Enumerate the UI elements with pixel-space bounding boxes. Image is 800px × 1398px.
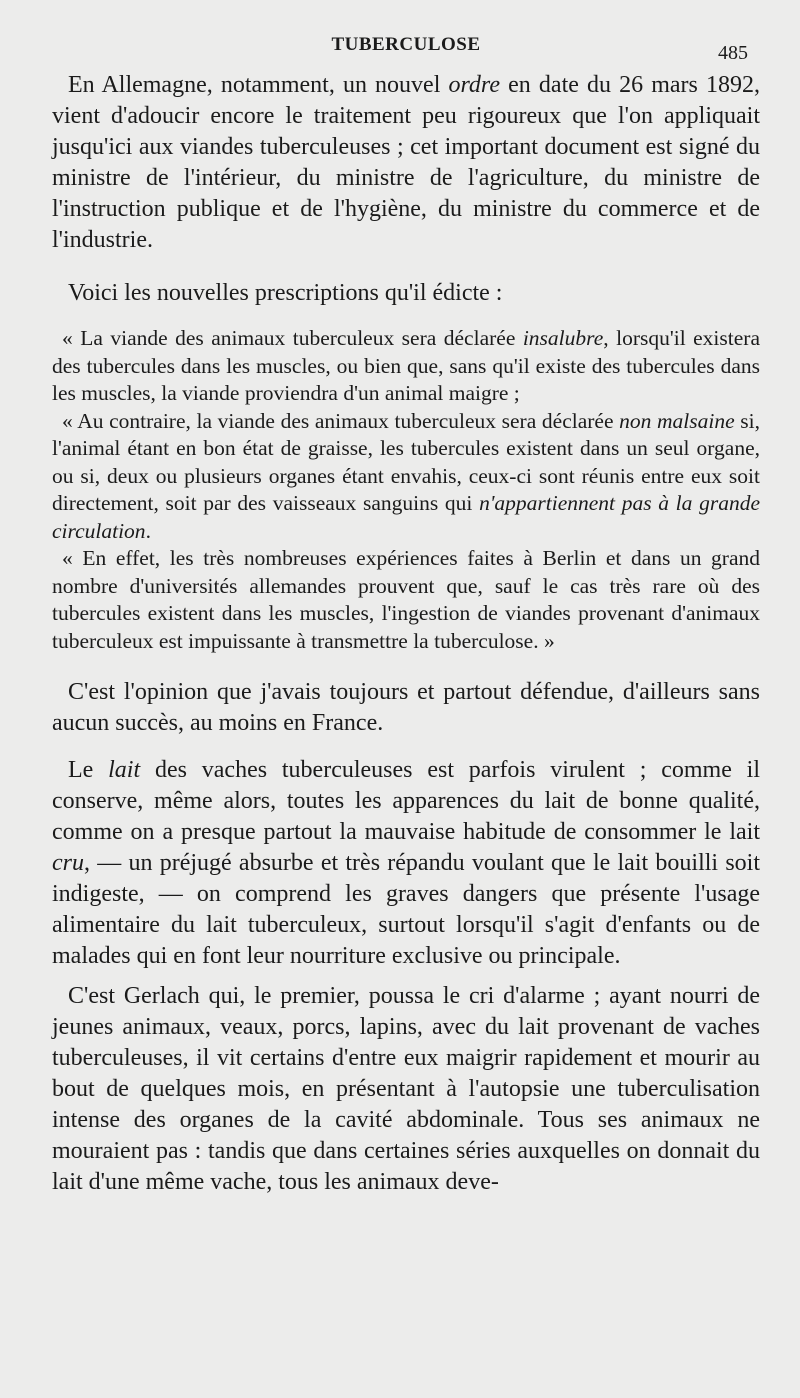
quote-2-text: « Au contraire, la viande des animaux tuberculeux sera déclarée bbox=[62, 408, 620, 433]
paragraph-4-italic-2: cru bbox=[52, 850, 84, 876]
paragraph-3-text: C'est l'opinion que j'avais toujours et partout défendue, d'ailleurs sans aucun succès, au moins en France. bbox=[52, 679, 760, 736]
page-number: 485 bbox=[718, 42, 748, 64]
paragraph-4-italic: lait bbox=[108, 757, 141, 783]
quote-2-italic-2: n'appartiennent pas à la grande circulation bbox=[52, 491, 760, 543]
quote-paragraph-1 bbox=[52, 325, 760, 408]
quote-paragraph-2 bbox=[52, 408, 760, 546]
paragraph-1-italic: ordre bbox=[448, 72, 501, 98]
paragraph-4-text-end: , — un préjugé absurbe et très répandu voulant que le lait bouilli soit indigeste, — on comprend les graves dangers que présente l'usage alimentaire du lait tuberculeux, surtout lorsqu'il s'agit d'enfants ou de malades qui en font leur nourriture exclusive ou principale. bbox=[52, 850, 760, 969]
quote-2-text-end: . bbox=[145, 518, 151, 543]
quote-1-text-cont: , lorsqu'il existera des tubercules dans les muscles, ou bien que, sans qu'il existe des tubercules dans les muscles, la viande proviendra d'un animal maigre ; bbox=[52, 326, 760, 405]
quote-1-italic: insalubre bbox=[522, 326, 604, 350]
paragraph-5 bbox=[52, 981, 760, 1198]
paragraph-5-text: C'est Gerlach qui, le premier, poussa le cri d'alarme ; ayant nourri de jeunes animaux, veaux, porcs, lapins, avec du lait provenant de vaches tuberculeuses, il vit certains d'entre eux maigrir rapidement et mourir au bout de quelques mois, en présentant à l'autopsie une tuberculisation intense des organes de la cavité abdominale. Tous ses animaux ne mouraient pas : tandis que dans certaines séries auxquelles on donnait du lait d'une même vache, tous les animaux deve- bbox=[52, 983, 760, 1195]
quote-3-text: « En effet, les très nombreuses expériences faites à Berlin et dans un grand nombre d'universités allemandes prouvent que, sauf le cas très rare où des tubercules existent dans les muscles, l'ingestion de viandes provenant d'animaux tuberculeux est impuissante à transmettre la tuberculose. » bbox=[52, 546, 760, 653]
running-title: TUBERCULOSE bbox=[331, 34, 481, 55]
paragraph-1 bbox=[52, 70, 760, 256]
paragraph-3 bbox=[52, 677, 760, 739]
paragraph-4 bbox=[52, 755, 760, 972]
paragraph-2-text: Voici les nouvelles prescriptions qu'il édicte : bbox=[68, 280, 503, 306]
page-header bbox=[52, 30, 760, 70]
paragraph-4-text: Le bbox=[68, 757, 109, 783]
paragraph-2 bbox=[52, 278, 760, 309]
paragraph-1-text-cont: en date du 26 mars 1892, vient d'adoucir encore le traitement peu rigoureux que l'on appliquait jusqu'ici aux viandes tuberculeuses ; cet important document est signé du ministre de l'intérieur, du ministre de l'agriculture, du ministre de l'instruction publique et de l'hygiène, du ministre du commerce et de l'industrie. bbox=[52, 72, 760, 253]
quote-2-text-cont: si, l'animal étant en bon état de graisse, les tubercules existent dans un seul organe, ou si, deux ou plusieurs organes étant envahis, ceux-ci sont réunis entre eux soit directement, soit par des vaisseaux sanguins qui bbox=[52, 408, 760, 515]
quote-1-text: « La viande des animaux tuberculeux sera déclarée bbox=[62, 326, 523, 350]
paragraph-1-text: En Allemagne, notamment, un nouvel bbox=[68, 72, 449, 98]
quote-paragraph-3 bbox=[52, 545, 760, 655]
paragraph-4-text-cont: des vaches tuberculeuses est parfois virulent ; comme il conserve, même alors, toutes les apparences du lait de bonne qualité, comme on a presque partout la mauvaise habitude de consommer le lait bbox=[52, 757, 761, 845]
quote-2-italic: non malsaine bbox=[619, 408, 735, 433]
